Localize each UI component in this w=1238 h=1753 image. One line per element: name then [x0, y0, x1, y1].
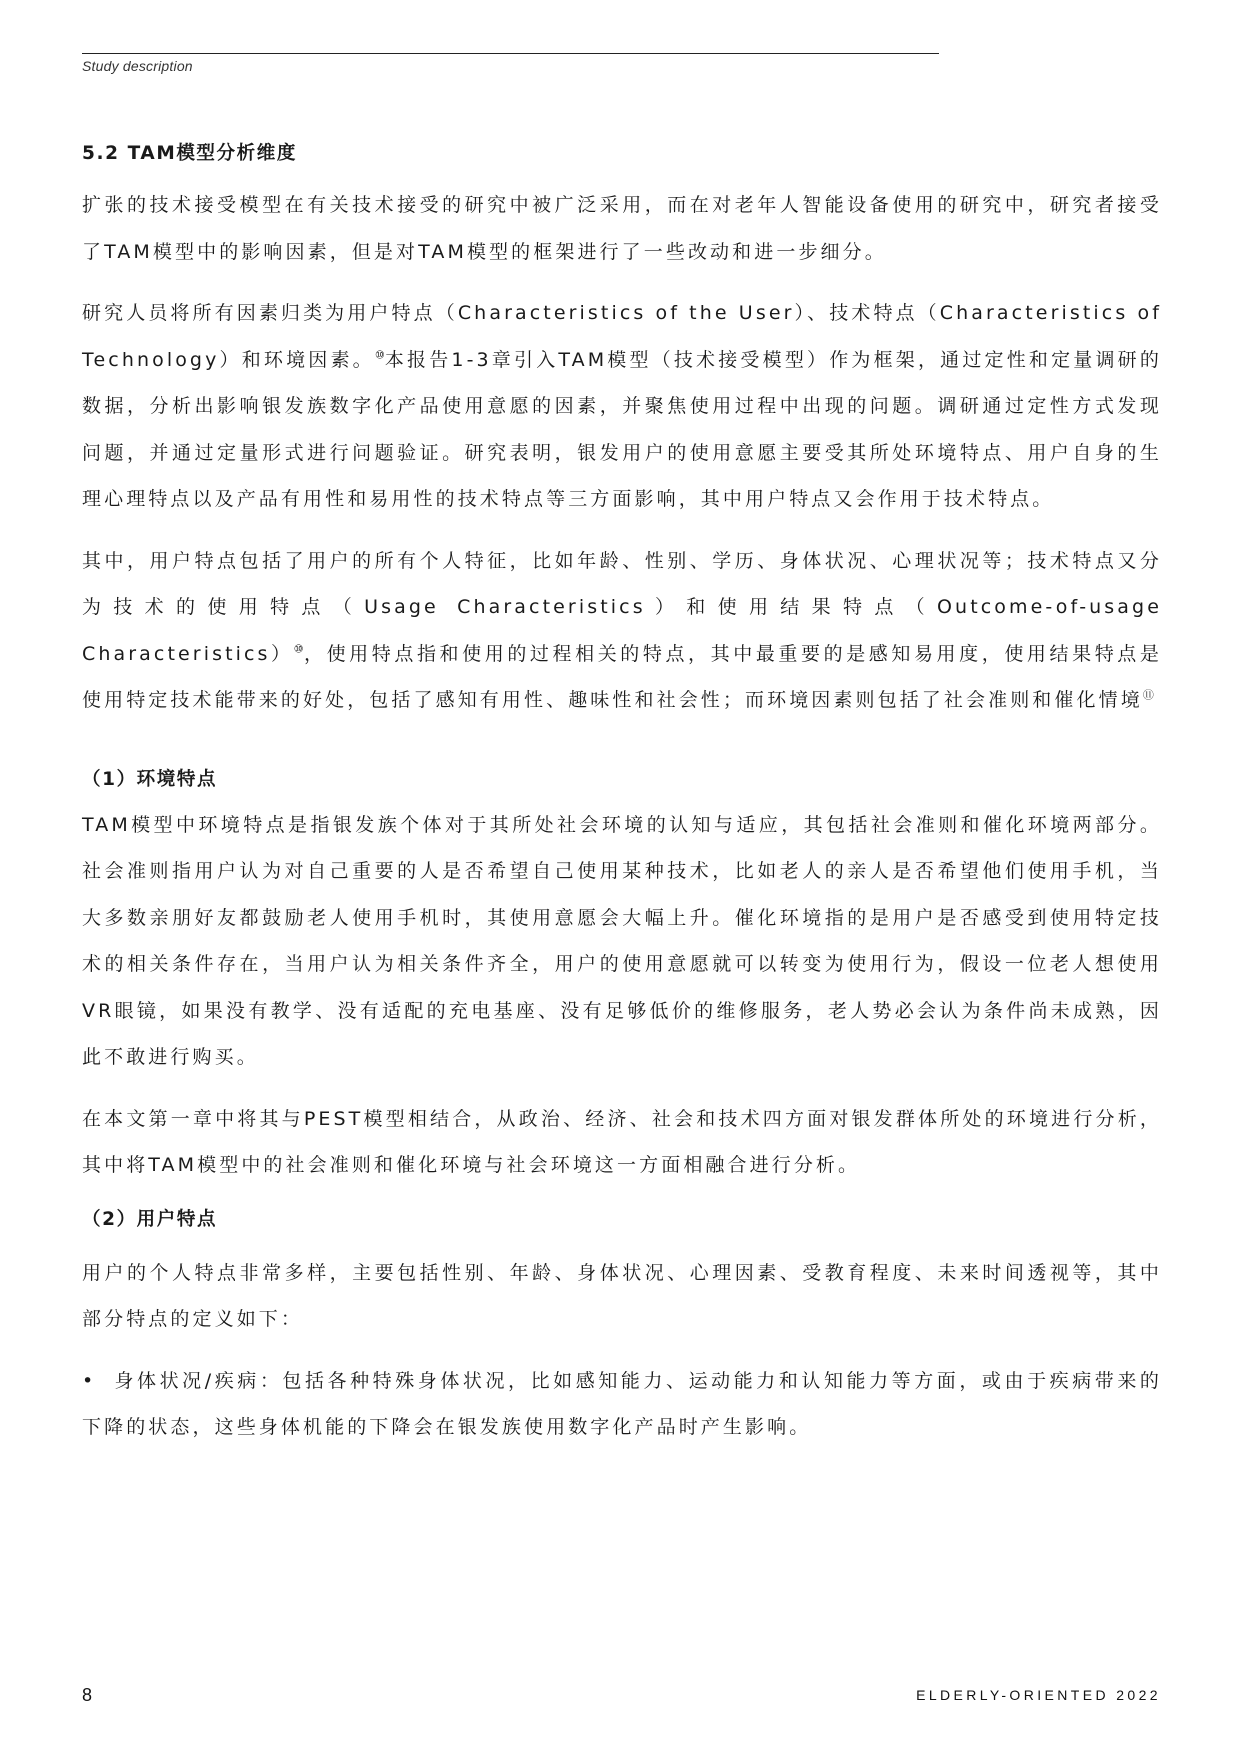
- paragraph-2: [82, 290, 1162, 523]
- footnote-ref-10-b: ⑩: [293, 642, 304, 656]
- page-number: 8: [82, 1685, 93, 1705]
- paragraph-2-part-a: 研究人员将所有因素归类为用户特点（Characteristics of the User）、技术特点（Characteristics of Technology）和环境因素。: [82, 302, 1162, 371]
- paragraph-5: 在本文第一章中将其与PEST模型相结合，从政治、经济、社会和技术四方面对银发群体所处的环境进行分析，其中将TAM模型中的社会准则和催化环境与社会环境这一方面相融合进行分析。: [82, 1107, 1162, 1176]
- paragraph-6: 用户的个人特点非常多样，主要包括性别、年龄、身体状况、心理因素、受教育程度、未来时间透视等，其中部分特点的定义如下：: [82, 1261, 1162, 1330]
- subheading-environment: （1）环境特点: [82, 768, 218, 790]
- bullet-item: [82, 1358, 1162, 1451]
- footnote-ref-10: ⑩: [374, 348, 385, 362]
- footnote-ref-11: ⑪: [1142, 688, 1154, 702]
- paragraph-4: TAM模型中环境特点是指银发族个体对于其所处社会环境的认知与适应，其包括社会准则和催化环境两部分。社会准则指用户认为对自己重要的人是否希望自己使用某种技术，比如老人的亲人是否希望他们使用手机，当大多数亲朋好友都鼓励老人使用手机时，其使用意愿会大幅上升。催化环境指的是用户是否感受到使用特定技术的相关条件存在，当用户认为相关条件齐全，用户的使用意愿就可以转变为使用行为，假设一位老人想使用VR眼镜，如果没有教学、没有适配的充电基座、没有足够低价的维修服务，老人势必会认为条件尚未成熟，因此不敢进行购买。: [82, 813, 1162, 1068]
- header-divider: [82, 53, 939, 54]
- paragraph-1: 扩张的技术接受模型在有关技术接受的研究中被广泛采用，而在对老年人智能设备使用的研究中，研究者接受了TAM模型中的影响因素，但是对TAM模型的框架进行了一些改动和进一步细分。: [82, 194, 1162, 263]
- running-header: Study description: [82, 58, 193, 74]
- bullet-text: 身体状况/疾病：包括各种特殊身体状况，比如感知能力、运动能力和认知能力等方面，或由于疾病带来的下降的状态，这些身体机能的下降会在银发族使用数字化产品时产生影响。: [82, 1369, 1162, 1438]
- paragraph-3-part-b: ，使用特点指和使用的过程相关的特点，其中最重要的是感知易用度，使用结果特点是使用特定技术能带来的好处，包括了感知有用性、趣味性和社会性；而环境因素则包括了社会准则和催化情境: [82, 642, 1162, 711]
- section-title: 5.2 TAM模型分析维度: [82, 143, 297, 164]
- footer-brand: ELDERLY-ORIENTED 2022: [916, 1687, 1161, 1703]
- paragraph-3: [82, 538, 1162, 724]
- paragraph-2-part-b: 本报告1-3章引入TAM模型（技术接受模型）作为框架，通过定性和定量调研的数据，分析出影响银发族数字化产品使用意愿的因素，并聚焦使用过程中出现的问题。调研通过定性方式发现问题，并通过定量形式进行问题验证。研究表明，银发用户的使用意愿主要受其所处环境特点、用户自身的生理心理特点以及产品有用性和易用性的技术特点等三方面影响，其中用户特点又会作用于技术特点。: [82, 348, 1162, 510]
- subheading-user: （2）用户特点: [82, 1208, 218, 1230]
- page-content: [82, 138, 1162, 1466]
- paragraph-3-part-a: 其中，用户特点包括了用户的所有个人特征，比如年龄、性别、学历、身体状况、心理状况等；技术特点又分为技术的使用特点（Usage Characteristics）和使用结果特点（Outcome-of-usage Characteristics）: [82, 549, 1162, 665]
- bullet-icon: •: [82, 1369, 97, 1392]
